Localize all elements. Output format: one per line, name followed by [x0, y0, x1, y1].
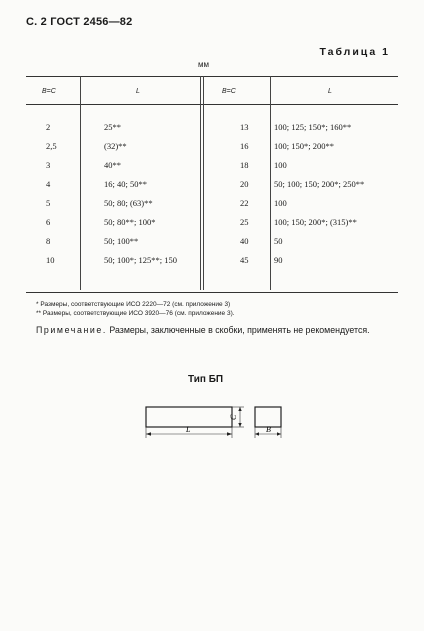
cell-bc: 3	[46, 160, 51, 170]
dimension-c-label: C	[229, 414, 238, 420]
cell-bc: 16	[240, 141, 249, 151]
cell-l: 100; 125; 150*; 160**	[274, 122, 352, 132]
cell-l: 100	[274, 198, 287, 208]
cell-bc: 8	[46, 236, 51, 246]
cell-bc: 20	[240, 179, 249, 189]
cell-l: 25**	[104, 122, 121, 132]
cell-l: 50; 100*; 125**; 150	[104, 255, 177, 265]
header-bc-left: B=C	[42, 88, 56, 95]
table-caption: Таблица 1	[319, 46, 390, 58]
dimension-l-label: L	[186, 425, 191, 434]
dimension-b-label: B	[266, 425, 271, 434]
cell-l: 100; 150; 200*; (315)**	[274, 217, 357, 227]
note-label: Примечание.	[36, 325, 107, 335]
cell-l: 50; 80; (63)**	[104, 198, 153, 208]
side-view-outline	[146, 407, 232, 427]
cell-l: 40**	[104, 160, 121, 170]
footnote-2: ** Размеры, соответствующие ИСО 3920—76 (см. приложение 3).	[36, 310, 235, 317]
cell-bc: 13	[240, 122, 249, 132]
cell-bc: 2	[46, 122, 51, 132]
cell-l: 16; 40; 50**	[104, 179, 147, 189]
cell-l: 100; 150*; 200**	[274, 141, 334, 151]
page-header: С. 2 ГОСТ 2456—82	[26, 16, 133, 28]
cell-l: 50	[274, 236, 283, 246]
cell-bc: 4	[46, 179, 51, 189]
cell-l: 100	[274, 160, 287, 170]
cell-l: (32)**	[104, 141, 127, 151]
cell-l: 50; 80**; 100*	[104, 217, 156, 227]
header-bc-right: B=C	[222, 88, 236, 95]
cell-bc: 10	[46, 255, 55, 265]
cell-l: 50; 100; 150; 200*; 250**	[274, 179, 365, 189]
figure-title: Тип БП	[188, 374, 224, 385]
header-l-left: L	[136, 88, 140, 95]
cell-bc: 5	[46, 198, 51, 208]
footnote-1: * Размеры, соответствующие ИСО 2220—72 (см. приложение 3)	[36, 301, 231, 308]
cell-bc: 45	[240, 255, 249, 265]
cell-bc: 18	[240, 160, 249, 170]
cell-bc: 40	[240, 236, 249, 246]
cell-bc: 2,5	[46, 141, 57, 151]
table-unit: мм	[198, 60, 209, 69]
end-view-outline	[255, 407, 281, 427]
cell-bc: 22	[240, 198, 249, 208]
cell-bc: 25	[240, 217, 249, 227]
header-l-right: L	[328, 88, 332, 95]
cell-l: 50; 100**	[104, 236, 139, 246]
cell-bc: 6	[46, 217, 51, 227]
note-text: Размеры, заключенные в скобки, применять не рекомендуется.	[109, 325, 370, 335]
cell-l: 90	[274, 255, 283, 265]
